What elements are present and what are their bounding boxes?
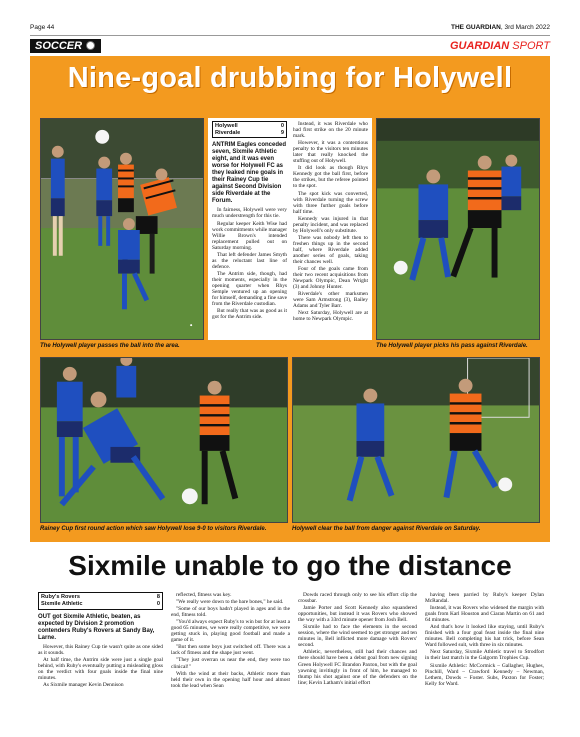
team-name: Sixmile Athletic bbox=[41, 600, 83, 607]
page-number: Page 44 bbox=[30, 24, 55, 31]
issue-date: , 3rd March 2022 bbox=[500, 24, 550, 31]
caption-bottom-left: Rainey Cup first round action which saw Holywell lose 9-0 to visitors Riverdale. bbox=[40, 526, 267, 532]
story1-paragraph: Kennedy was injured in that penalty incident, and was replaced by Holywell's only substitute. bbox=[293, 215, 368, 234]
story2-paragraph: Instead, it was Rovers who widened the margin with goals from Karl Houston and Ciaran Martin on 61 and 64 minutes. bbox=[425, 605, 545, 624]
story1-paragraph: However, it was a contentious penalty to the visitors ten minutes later that really knocked the stuffing out of Holywell. bbox=[293, 140, 368, 165]
brand-main: GUARDIAN bbox=[449, 39, 510, 52]
story2-paragraph: "You'd always expect Ruby's to win but for at least a good 65 minutes, we were really competitive, we were getting stuck in, playing good football and made a game of it. bbox=[170, 619, 290, 644]
story1-paragraph: Regular keeper Keith Wise had work commitments while manager Willie Brown's intended replacement pulled out on Saturday morning. bbox=[212, 220, 288, 251]
score-line bbox=[41, 594, 160, 601]
score-line bbox=[41, 601, 160, 608]
brand-logo bbox=[450, 40, 550, 52]
story2-paragraph: Next Saturday, Sixmile Athletic travel to Strodfort in their last match in the Galgorm Trophies Cup. bbox=[425, 649, 545, 662]
team-goals: 9 bbox=[280, 129, 284, 136]
photo-top-right bbox=[376, 118, 540, 340]
story2-scorebox bbox=[38, 592, 163, 610]
story1-paragraph: It did look as though Rhys Kennedy got the ball first, before the strikes, but the referee pointed to the spot. bbox=[293, 165, 368, 190]
football-icon bbox=[86, 41, 95, 50]
story1-paragraph: But really that was as good as it got for the Antrim side. bbox=[212, 308, 287, 321]
team-name: Riverdale bbox=[215, 129, 241, 136]
photo-top-left bbox=[40, 118, 204, 340]
team-name: Ruby's Rovers bbox=[41, 594, 80, 600]
story2-paragraph: "But then some boys just switched off. There was a lack of fitness and the shape just went. bbox=[170, 644, 290, 657]
score-line bbox=[215, 130, 284, 137]
paper-name: THE GUARDIAN bbox=[451, 24, 501, 31]
story2-paragraph: Athletic, nevertheless, still had their chances and there should have been a debut goal from new signing Green Holywell FC Brandon Paxton, but with the goal yawning invitingly in front of him, he managed to thump his shot against one of the defenders on the line; Kevin Latham's initial effort bbox=[297, 649, 417, 686]
story2-paragraph: "Some of our boys hadn't played in ages and in the end, fitness told. bbox=[170, 606, 290, 619]
caption-bottom-right: Holywell clear the ball from danger against Riverdale on Saturday. bbox=[292, 526, 481, 532]
story1-paragraph: Instead, it was Riverdale who had first strike on the 20 minute mark. bbox=[293, 121, 368, 140]
story1-paragraph: The spot kick was converted, with Riverdale turning the screw with three further goals before half time. bbox=[293, 190, 368, 215]
brand-sport: SPORT bbox=[512, 39, 550, 52]
story1-column-1 bbox=[212, 121, 287, 337]
story1-paragraph: Four of the goals came from their two recent acquisitions from Newpark Olympic, Dean Wright (3) and Johnny Hunter. bbox=[293, 266, 368, 291]
story2-lead: OUT got Sixmile Athletic, beaten, as expected by Division 2 promotion contenders Ruby's Rovers at Sandy Bay, Larne. bbox=[38, 613, 155, 641]
story2-column-2 bbox=[171, 592, 290, 732]
story2-article bbox=[38, 592, 544, 732]
paper-date bbox=[451, 24, 550, 35]
team-goals: 0 bbox=[156, 600, 160, 607]
section-label: SOCCER bbox=[35, 39, 83, 52]
story1-column-2 bbox=[293, 121, 368, 337]
story1-headline: Nine-goal drubbing for Holywell bbox=[67, 62, 513, 94]
feature-panel bbox=[30, 56, 550, 542]
team-name: Holywell bbox=[215, 123, 238, 129]
story2-column-4 bbox=[425, 592, 544, 732]
story2-column-3 bbox=[298, 592, 417, 732]
story1-paragraph: The Antrim side, though, had their moments, especially in the opening quarter when Rhys Semple ventured up an opening for himself, demanding a fine save from the Riverdale custodian. bbox=[212, 270, 287, 308]
story2-paragraph: With the wind at their backs, Athletic more than held their own in the opening half hour and almost took the lead when Sean bbox=[170, 670, 290, 689]
story1-paragraph: Riverdale's other marksmen were Sam Armstrong (3), Bailey Adams and Tyler Barr. bbox=[293, 291, 368, 310]
story1-paragraph: In fairness, Holywell were very much understrength for this tie. bbox=[212, 207, 287, 220]
story2-paragraph: Dowds raced through only to see his effort clip the crossbar. bbox=[297, 592, 417, 605]
photo-bottom-right bbox=[292, 357, 540, 523]
story1-lead: ANTRIM Eagles conceded seven, Sixmile Athletic eight, and it was even worse for Holywell FC as they leaked nine goals in their Rainey Cup tie against Second Division side Riverdale at the Forum. bbox=[212, 142, 287, 204]
team-goals: 8 bbox=[156, 594, 160, 600]
page-folio bbox=[30, 24, 550, 36]
story2-headline: Sixmile unable to go the distance bbox=[68, 550, 512, 581]
caption-top-left: The Holywell player passes the ball into the area. bbox=[40, 343, 180, 349]
story2-paragraph: Jamie Porter and Scott Kennedy also squandered opportunities, but instead it was Rovers who showed the way with a 33rd minute opener from Josh Bell. bbox=[297, 605, 417, 624]
story1-article bbox=[208, 118, 372, 340]
section-banner bbox=[30, 38, 550, 53]
story2-paragraph: At half time, the Antrim side were just a single goal behind, with Ruby's eventually putting a misleading gloss on the verdict with four goals inside the final nine minutes. bbox=[38, 656, 163, 681]
story1-paragraph: There was nobody left then to freshen things up in the second half, where Riverdale added another series of goals, taking their chances well. bbox=[293, 234, 368, 266]
story2-paragraph: As Sixmile manager Kevin Dennison bbox=[43, 681, 124, 688]
story2-paragraph: "They just overran us near the end, they were too clinical!" bbox=[170, 657, 290, 670]
team-goals: 0 bbox=[280, 123, 284, 129]
story2-column-1 bbox=[38, 592, 163, 732]
score-line bbox=[215, 123, 284, 130]
story2-paragraph: having been parried by Ruby's keeper Dylan McRandal. bbox=[425, 592, 545, 605]
story2-paragraph: And that's how it looked like staying, until Ruby's finished with a four goal feast inside the final nine minutes. Bell completing his hat trick, before Sean Ward followed suit, with three in six minutes. bbox=[425, 624, 545, 649]
photo-bottom-left bbox=[40, 357, 288, 523]
story1-scorebox bbox=[212, 121, 287, 138]
story2-paragraph: However, this Rainey Cup tie wasn't quite as one sided as it sounds. bbox=[38, 643, 163, 656]
caption-top-right: The Holywell player picks his pass against Riverdale. bbox=[376, 343, 528, 349]
story1-paragraph: Next Saturday, Holywell are at home to Newpark Olympic. bbox=[293, 310, 368, 323]
story2-paragraph: Sixmile had to face the elements in the second session, where the wind seemed to get stronger and ten minutes in, Bell inflicted more damage with Rovers' second. bbox=[297, 624, 417, 649]
story2-paragraph: reflected, fitness was key. bbox=[175, 592, 232, 598]
section-tag bbox=[30, 39, 101, 53]
story2-paragraph: Sixmile Athletic: McCormick – Gallagher, Hughes, Pinchill, Ward – Crawford Kennedy – Newman, Lethem, Dowds – Foster. Subs, Paxton for Foster; Kelly for Ward. bbox=[425, 662, 545, 687]
story1-paragraph: That left defender James Smyth as the reluctant last line of defence. bbox=[212, 251, 287, 270]
story2-paragraph: "We really were down to the bare bones," he said. bbox=[175, 599, 284, 606]
